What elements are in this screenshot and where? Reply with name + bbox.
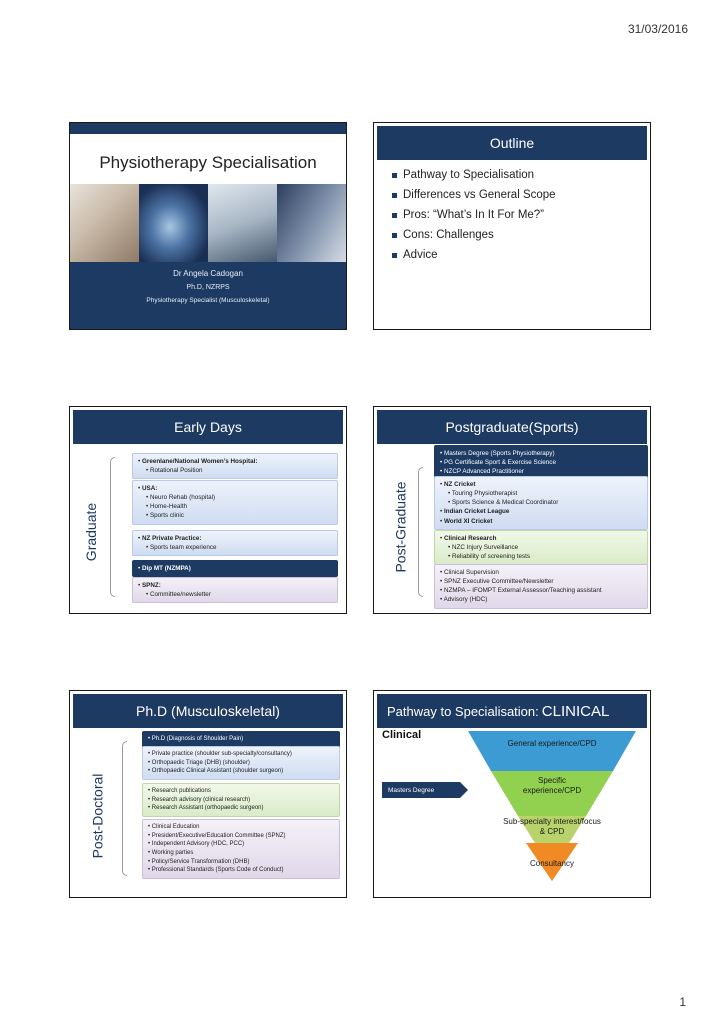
slide-early-days	[69, 406, 347, 614]
box-clinical-research: • Clinical Research • NZC Injury Surveillance • Reliability of screening tests	[434, 530, 648, 565]
page-number: 1	[679, 995, 686, 1009]
list-item: Differences vs General Scope	[392, 189, 556, 201]
list-item: Cons: Challenges	[392, 229, 556, 241]
bullet-icon	[392, 173, 397, 178]
slide-postgraduate	[373, 406, 651, 614]
box-usa: • USA: • Neuro Rehab (hospital) • Home-Health • Sports clinic	[132, 480, 338, 525]
bullet-icon	[392, 193, 397, 198]
title-bar	[70, 123, 346, 134]
box-clinical-roles: • Private practice (shoulder sub-specialty/consultancy) • Orthopaedic Triage (DHB) (shoulder) • Orthopaedic Clinical Assistant (shoulder surgeon)	[142, 746, 340, 780]
presentation-title: Physiotherapy Specialisation	[99, 153, 317, 172]
slide-title: Pathway to Specialisation: CLINICAL	[377, 694, 647, 728]
box-leadership: • Clinical Education • President/Executive/Education Committee (SPNZ) • Independent Advisory (HDC, PCC) • Working parties • Policy/Service Transformation (DHB) • Professional Standards (Sports Code of Conduct)	[142, 819, 340, 879]
box-private-practice: • NZ Private Practice: • Sports team experience	[132, 530, 338, 556]
treatment-photo	[208, 184, 277, 262]
pyramid-level-general	[468, 731, 636, 771]
slide-outline	[373, 122, 651, 330]
author-role: Physiotherapy Specialist (Musculoskeletal)	[146, 297, 270, 304]
masters-degree-arrow: Masters Degree	[382, 782, 460, 798]
box-nz-cricket: • NZ Cricket • Touring Physiotherapist • Sports Science & Medical Coordinator • Indian Cricket League • World XI Cricket	[434, 476, 648, 530]
slide-title-page	[69, 122, 347, 330]
box-professional: • Clinical Supervision • SPNZ Executive Committee/Newsletter • NZMPA – IFOMPT External Assessor/Teaching assistant • Advisory (HDC)	[434, 564, 648, 609]
level-subspecialty-label: Sub-specialty interest/focus & CPD	[503, 817, 601, 836]
slide-title: Postgraduate(Sports)	[377, 410, 647, 444]
side-label-graduate: Graduate	[83, 502, 99, 562]
slide-phd	[69, 690, 347, 898]
author-degrees: Ph.D, NZRPS	[186, 284, 230, 291]
list-item: Pros: “What’s In It For Me?”	[392, 209, 556, 221]
level-general-label: General experience/CPD	[507, 739, 597, 748]
bracket-line	[418, 467, 423, 597]
clinical-label: Clinical	[382, 729, 422, 741]
photo-strip	[70, 184, 346, 262]
bullet-icon	[392, 253, 397, 258]
shoulder-photo	[70, 184, 139, 262]
slide-title: Ph.D (Musculoskeletal)	[73, 694, 343, 728]
box-research: • Research publications • Research advisory (clinical research) • Research Assistant (orthopaedic surgeon)	[142, 783, 340, 817]
box-spnz: • SPNZ: • Committee/newsletter	[132, 577, 338, 603]
list-item: Advice	[392, 249, 556, 261]
level-consultancy-label: Consultancy	[529, 859, 575, 868]
author-name: Dr Angela Cadogan	[173, 269, 243, 278]
bracket-line	[110, 457, 115, 597]
assessment-photo	[277, 184, 346, 262]
list-item: Pathway to Specialisation	[392, 169, 556, 181]
page-date: 31/03/2016	[627, 22, 688, 36]
slide-pathway-clinical	[373, 690, 651, 898]
slide-title: Early Days	[73, 410, 343, 444]
bracket-line	[122, 741, 127, 876]
level-specific-label: Specific experience/CPD	[522, 776, 582, 795]
box-greenlane: • Greenlane/National Women’s Hospital: • Rotational Position	[132, 453, 338, 479]
side-label-postgraduate: Post-Graduate	[393, 481, 409, 573]
box-phd: • Ph.D (Diagnosis of Shoulder Pain)	[142, 731, 340, 748]
box-masters: • Masters Degree (Sports Physiotherapy) • PG Certificate Sport & Exercise Science • NZCP Advanced Practitioner	[434, 445, 648, 480]
side-label-postdoctoral: Post-Doctoral	[89, 773, 105, 859]
outline-list	[392, 169, 556, 269]
bullet-icon	[392, 233, 397, 238]
ultrasound-photo	[139, 184, 208, 262]
box-dip-mt: • Dip MT (NZMPA)	[132, 560, 338, 577]
bullet-icon	[392, 213, 397, 218]
author-panel	[70, 262, 346, 329]
slide-title: Outline	[377, 126, 647, 160]
